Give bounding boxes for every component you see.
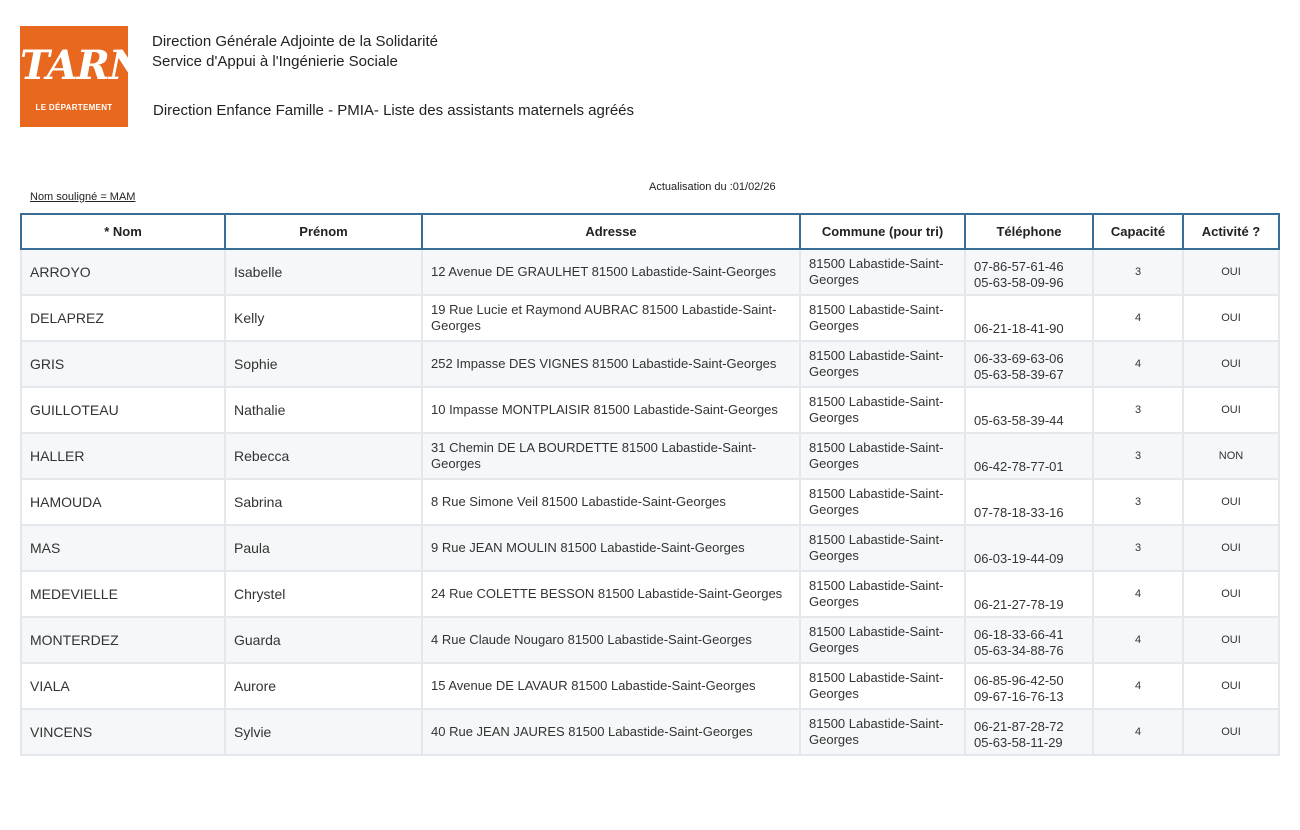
phone-number: 06-21-27-78-19 <box>974 597 1064 612</box>
phone-number: 06-85-96-42-50 <box>974 673 1064 688</box>
col-header-telephone[interactable]: Téléphone <box>965 214 1093 249</box>
cell-capacite: 4 <box>1093 663 1183 709</box>
cell-activite: OUI <box>1183 617 1279 663</box>
phone-number: 09-67-16-76-13 <box>974 689 1064 704</box>
cell-telephone <box>965 617 1093 663</box>
table-row <box>21 249 1279 295</box>
cell-telephone <box>965 479 1093 525</box>
cell-telephone <box>965 571 1093 617</box>
cell-capacite: 4 <box>1093 617 1183 663</box>
cell-capacite: 4 <box>1093 341 1183 387</box>
cell-commune: 81500 Labastide-Saint-Georges <box>800 249 965 295</box>
cell-telephone <box>965 663 1093 709</box>
cell-telephone <box>965 525 1093 571</box>
cell-adresse: 12 Avenue DE GRAULHET 81500 Labastide-Saint-Georges <box>422 249 800 295</box>
cell-commune: 81500 Labastide-Saint-Georges <box>800 571 965 617</box>
cell-commune: 81500 Labastide-Saint-Georges <box>800 525 965 571</box>
cell-prenom: Sylvie <box>225 709 422 755</box>
cell-capacite: 3 <box>1093 433 1183 479</box>
table-row <box>21 295 1279 341</box>
phone-number: 06-21-87-28-72 <box>974 719 1064 734</box>
cell-capacite: 3 <box>1093 387 1183 433</box>
cell-telephone <box>965 709 1093 755</box>
cell-commune: 81500 Labastide-Saint-Georges <box>800 295 965 341</box>
phone-number: 06-33-69-63-06 <box>974 351 1064 366</box>
cell-commune: 81500 Labastide-Saint-Georges <box>800 617 965 663</box>
cell-adresse: 4 Rue Claude Nougaro 81500 Labastide-Saint-Georges <box>422 617 800 663</box>
cell-nom: MONTERDEZ <box>21 617 225 663</box>
table-row <box>21 663 1279 709</box>
assistants-table <box>20 213 1280 756</box>
cell-activite: OUI <box>1183 663 1279 709</box>
col-header-adresse[interactable]: Adresse <box>422 214 800 249</box>
cell-activite: NON <box>1183 433 1279 479</box>
cell-adresse: 24 Rue COLETTE BESSON 81500 Labastide-Saint-Georges <box>422 571 800 617</box>
cell-activite: OUI <box>1183 341 1279 387</box>
logo-wordmark: TARN <box>20 42 145 89</box>
phone-number: 05-63-58-09-96 <box>974 275 1064 290</box>
cell-adresse: 10 Impasse MONTPLAISIR 81500 Labastide-Saint-Georges <box>422 387 800 433</box>
cell-nom: ARROYO <box>21 249 225 295</box>
col-header-capacite[interactable]: Capacité <box>1093 214 1183 249</box>
phone-number: 06-03-19-44-09 <box>974 551 1064 566</box>
cell-prenom: Nathalie <box>225 387 422 433</box>
phone-number: 07-86-57-61-46 <box>974 259 1064 274</box>
cell-capacite: 4 <box>1093 571 1183 617</box>
table-row <box>21 709 1279 755</box>
cell-nom: HAMOUDA <box>21 479 225 525</box>
logo-subtitle: LE DÉPARTEMENT <box>35 103 113 112</box>
cell-adresse: 15 Avenue DE LAVAUR 81500 Labastide-Saint-Georges <box>422 663 800 709</box>
cell-commune: 81500 Labastide-Saint-Georges <box>800 479 965 525</box>
cell-activite: OUI <box>1183 709 1279 755</box>
phone-number: 06-18-33-66-41 <box>974 627 1064 642</box>
cell-capacite: 4 <box>1093 709 1183 755</box>
col-header-prenom[interactable]: Prénom <box>225 214 422 249</box>
table-row <box>21 433 1279 479</box>
table-row <box>21 525 1279 571</box>
cell-commune: 81500 Labastide-Saint-Georges <box>800 387 965 433</box>
cell-adresse: 9 Rue JEAN MOULIN 81500 Labastide-Saint-Georges <box>422 525 800 571</box>
table-row <box>21 341 1279 387</box>
cell-activite: OUI <box>1183 295 1279 341</box>
cell-activite: OUI <box>1183 525 1279 571</box>
col-header-activite[interactable]: Activité ? <box>1183 214 1279 249</box>
phone-number: 05-63-58-39-44 <box>974 413 1064 428</box>
cell-telephone <box>965 295 1093 341</box>
cell-activite: OUI <box>1183 249 1279 295</box>
cell-capacite: 4 <box>1093 295 1183 341</box>
cell-telephone <box>965 249 1093 295</box>
cell-telephone <box>965 433 1093 479</box>
cell-commune: 81500 Labastide-Saint-Georges <box>800 709 965 755</box>
phone-number: 05-63-58-39-67 <box>974 367 1064 382</box>
cell-prenom: Chrystel <box>225 571 422 617</box>
page-title: Direction Enfance Famille - PMIA- Liste des assistants maternels agréés <box>153 102 635 119</box>
cell-commune: 81500 Labastide-Saint-Georges <box>800 341 965 387</box>
cell-adresse: 31 Chemin DE LA BOURDETTE 81500 Labastide-Saint-Georges <box>422 433 800 479</box>
cell-prenom: Isabelle <box>225 249 422 295</box>
cell-prenom: Guarda <box>225 617 422 663</box>
cell-nom: DELAPREZ <box>21 295 225 341</box>
tarn-logo <box>20 26 145 127</box>
cell-nom: HALLER <box>21 433 225 479</box>
col-header-commune[interactable]: Commune (pour tri) <box>800 214 965 249</box>
col-header-nom[interactable]: * Nom <box>21 214 225 249</box>
cell-nom: GUILLOTEAU <box>21 387 225 433</box>
cell-capacite: 3 <box>1093 249 1183 295</box>
mam-legend: Nom souligné = MAM <box>30 191 136 203</box>
cell-activite: OUI <box>1183 479 1279 525</box>
cell-activite: OUI <box>1183 571 1279 617</box>
cell-commune: 81500 Labastide-Saint-Georges <box>800 663 965 709</box>
cell-prenom: Paula <box>225 525 422 571</box>
phone-number: 05-63-58-11-29 <box>974 735 1063 750</box>
cell-capacite: 3 <box>1093 525 1183 571</box>
cell-commune: 81500 Labastide-Saint-Georges <box>800 433 965 479</box>
cell-nom: MEDEVIELLE <box>21 571 225 617</box>
cell-capacite: 3 <box>1093 479 1183 525</box>
table-header-row <box>21 214 1279 249</box>
table-row <box>21 571 1279 617</box>
phone-number: 07-78-18-33-16 <box>974 505 1064 520</box>
table-row <box>21 387 1279 433</box>
cell-adresse: 19 Rue Lucie et Raymond AUBRAC 81500 Labastide-Saint-Georges <box>422 295 800 341</box>
cell-telephone <box>965 341 1093 387</box>
phone-number: 05-63-34-88-76 <box>974 643 1064 658</box>
cell-nom: VIALA <box>21 663 225 709</box>
cell-prenom: Aurore <box>225 663 422 709</box>
cell-nom: MAS <box>21 525 225 571</box>
cell-prenom: Kelly <box>225 295 422 341</box>
cell-activite: OUI <box>1183 387 1279 433</box>
cell-adresse: 252 Impasse DES VIGNES 81500 Labastide-Saint-Georges <box>422 341 800 387</box>
cell-nom: GRIS <box>21 341 225 387</box>
cell-nom: VINCENS <box>21 709 225 755</box>
phone-number: 06-21-18-41-90 <box>974 321 1064 336</box>
header-line-1: Direction Générale Adjointe de la Solidarité <box>152 33 439 50</box>
cell-prenom: Sophie <box>225 341 422 387</box>
cell-telephone <box>965 387 1093 433</box>
cell-prenom: Rebecca <box>225 433 422 479</box>
cell-adresse: 40 Rue JEAN JAURES 81500 Labastide-Saint-Georges <box>422 709 800 755</box>
cell-prenom: Sabrina <box>225 479 422 525</box>
cell-adresse: 8 Rue Simone Veil 81500 Labastide-Saint-Georges <box>422 479 800 525</box>
table-row <box>21 617 1279 663</box>
phone-number: 06-42-78-77-01 <box>974 459 1064 474</box>
header-line-2: Service d'Appui à l'Ingénierie Sociale <box>152 53 398 70</box>
table-row <box>21 479 1279 525</box>
update-date: Actualisation du :01/02/26 <box>649 181 776 193</box>
